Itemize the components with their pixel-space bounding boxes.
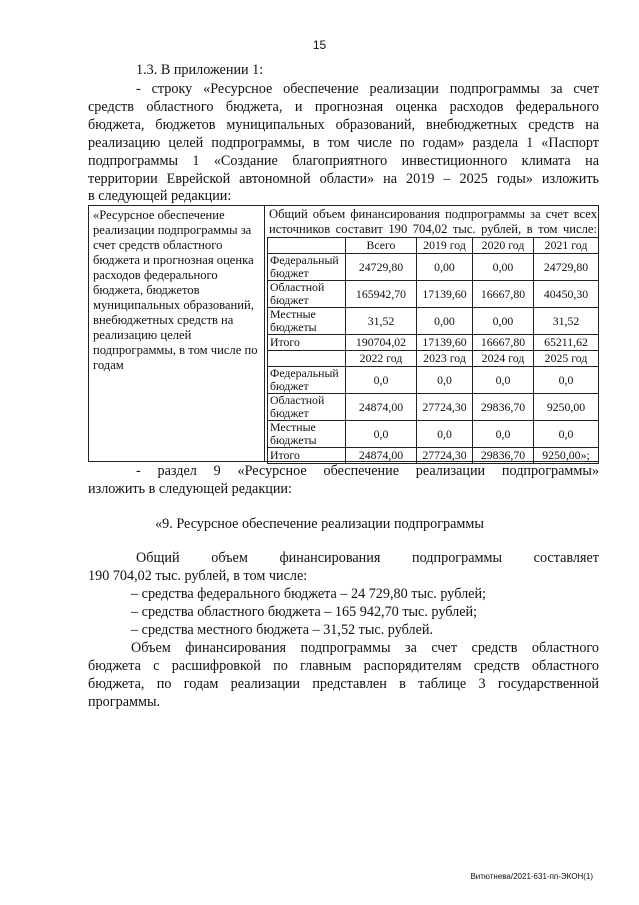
table-header-row <box>268 238 599 254</box>
table-cell: 40450,30 <box>534 281 599 308</box>
table-cell: 0,0 <box>346 421 417 448</box>
financing-header-line: Общий объем финансирования подпрограммы за счет всех <box>269 207 597 221</box>
column-header: 2025 год <box>534 351 599 367</box>
paragraph-line: - строку «Ресурсное обеспечение реализации подпрограммы за счет <box>136 81 599 97</box>
table-cell: 27724,30 <box>417 448 473 464</box>
table-cell: 0,0 <box>534 367 599 394</box>
table-cell: 31,52 <box>534 308 599 335</box>
column-header: 2020 год <box>473 238 534 254</box>
table-cell: 0,0 <box>534 421 599 448</box>
table-cell: 16667,80 <box>473 281 534 308</box>
table-cell: 29836,70 <box>473 448 534 464</box>
table-row <box>268 367 599 394</box>
table-cell: 24729,80 <box>346 254 417 281</box>
intro-line: 1.3. В приложении 1: <box>136 62 264 78</box>
table-cell: 0,00 <box>417 308 473 335</box>
table-cell: 0,00 <box>473 254 534 281</box>
column-header: 2022 год <box>346 351 417 367</box>
table-header-row <box>268 351 599 367</box>
paragraph-line: Объем финансирования подпрограммы за счет средств областного <box>131 640 599 656</box>
list-item: – средства федерального бюджета – 24 729,80 тыс. рублей; <box>131 586 486 602</box>
table-cell: 0,0 <box>346 367 417 394</box>
financing-header-line: источников составит 190 704,02 тыс. рублей, в том числе: <box>269 222 597 236</box>
table-row <box>268 254 599 281</box>
paragraph-line: бюджета с расшифровкой по главным распорядителям средств областного <box>88 658 599 674</box>
financing-table-2022-2025 <box>267 350 599 464</box>
table-cell: 17139,60 <box>417 335 473 351</box>
document-code: Витютнева/2021-631-пп-ЭКОН(1) <box>470 872 593 881</box>
table-cell: 0,0 <box>417 367 473 394</box>
financing-table-2019-2021 <box>267 237 599 351</box>
paragraph-line: средств областного бюджета, и прогнозная оценка расходов федерального <box>88 99 599 115</box>
financing-total-header <box>269 207 597 237</box>
table-corner-cell <box>268 238 346 254</box>
list-item: – средства местного бюджета – 31,52 тыс. рублей. <box>131 622 434 638</box>
table-total-row <box>268 335 599 351</box>
table-cell: 9250,00 <box>534 394 599 421</box>
row-label: Итого <box>268 448 346 464</box>
paragraph-line: территории Еврейской автономной области» на 2019 – 2025 годы» изложить <box>88 171 599 187</box>
paragraph-line: бюджета, бюджетов муниципальных образований, внебюджетных средств на <box>88 117 599 133</box>
table-row <box>268 308 599 335</box>
table-cell: 24729,80 <box>534 254 599 281</box>
table-cell: 0,0 <box>473 367 534 394</box>
resource-row-label: «Ресурсное обеспечение реализации подпрограммы за счет средств областного бюджета и прогнозная оценка расходов федерального бюджета, бюджетов муниципальных образований, внебюджетных средств на реализацию целей подпрограммы, в том числе по годам <box>89 206 265 461</box>
table-cell: 165942,70 <box>346 281 417 308</box>
column-header: 2019 год <box>417 238 473 254</box>
paragraph-line: изложить в следующей редакции: <box>88 481 292 497</box>
paragraph-line: в следующей редакции: <box>88 188 232 204</box>
table-cell: 0,0 <box>473 421 534 448</box>
column-header: 2023 год <box>417 351 473 367</box>
table-cell: 190704,02 <box>346 335 417 351</box>
paragraph-line: - раздел 9 «Ресурсное обеспечение реализации подпрограммы» <box>136 463 599 479</box>
paragraph-line: подпрограммы 1 «Создание благоприятного инвестиционного климата на <box>88 153 599 169</box>
table-row <box>268 421 599 448</box>
list-item: – средства областного бюджета – 165 942,70 тыс. рублей; <box>131 604 478 620</box>
table-cell: 29836,70 <box>473 394 534 421</box>
column-header: 2021 год <box>534 238 599 254</box>
table-cell: 9250,00»; <box>534 448 599 464</box>
table-row <box>268 281 599 308</box>
row-label: Областной бюджет <box>268 394 346 421</box>
paragraph-line: реализацию целей подпрограммы, в том числе по годам» раздела 1 «Паспорт <box>88 135 599 151</box>
table-cell: 0,00 <box>417 254 473 281</box>
row-label: Областной бюджет <box>268 281 346 308</box>
table-corner-cell <box>268 351 346 367</box>
paragraph-line: Общий объем финансирования подпрограммы составляет <box>136 550 599 566</box>
table-row <box>268 394 599 421</box>
table-cell: 0,00 <box>473 308 534 335</box>
table-cell: 31,52 <box>346 308 417 335</box>
table-cell: 16667,80 <box>473 335 534 351</box>
row-label: Итого <box>268 335 346 351</box>
table-cell: 0,0 <box>417 421 473 448</box>
column-header: 2024 год <box>473 351 534 367</box>
table-cell: 24874,00 <box>346 448 417 464</box>
paragraph-line: программы. <box>88 694 161 710</box>
table-total-row <box>268 448 599 464</box>
section-heading: «9. Ресурсное обеспечение реализации подпрограммы <box>155 516 484 532</box>
page-number: 15 <box>312 38 327 52</box>
row-label: Федеральный бюджет <box>268 367 346 394</box>
table-cell: 17139,60 <box>417 281 473 308</box>
resource-table-frame <box>88 205 599 462</box>
row-label: Местные бюджеты <box>268 308 346 335</box>
table-cell: 27724,30 <box>417 394 473 421</box>
row-label: Федеральный бюджет <box>268 254 346 281</box>
paragraph-line: 190 704,02 тыс. рублей, в том числе: <box>88 568 308 584</box>
paragraph-line: бюджета, по годам реализации представлен в таблице 3 государственной <box>88 676 599 692</box>
table-cell: 65211,62 <box>534 335 599 351</box>
column-header: Всего <box>346 238 417 254</box>
table-cell: 24874,00 <box>346 394 417 421</box>
row-label: Местные бюджеты <box>268 421 346 448</box>
